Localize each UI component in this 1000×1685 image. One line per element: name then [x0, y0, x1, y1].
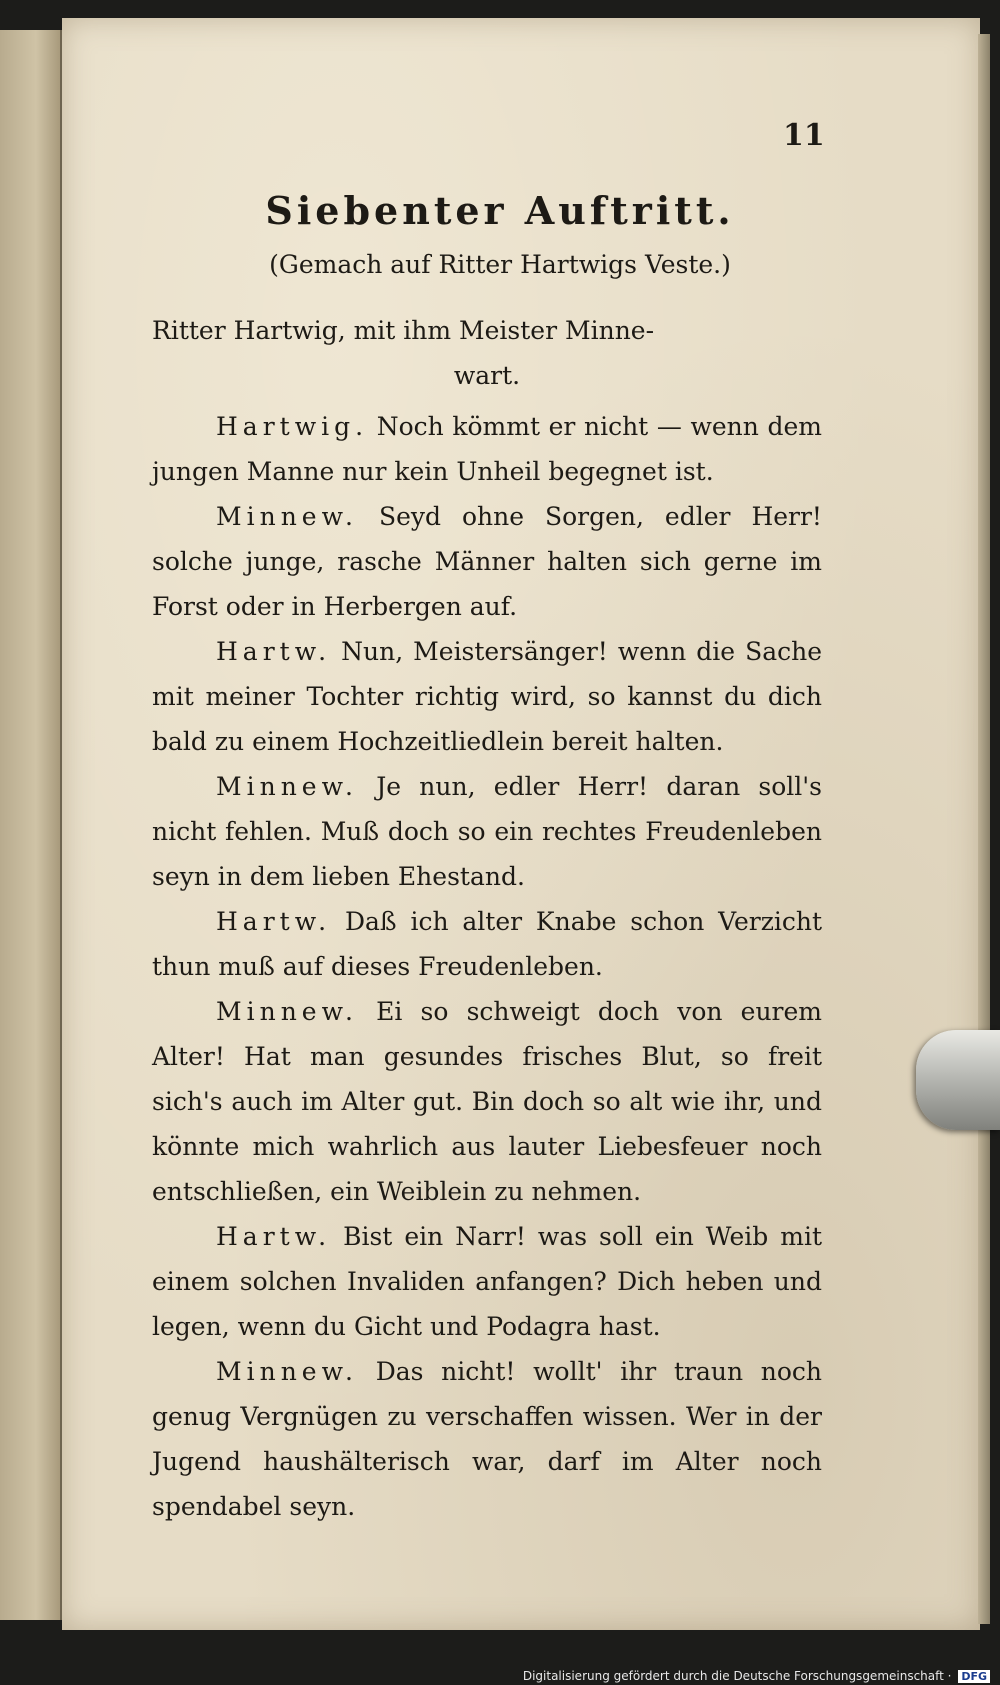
dialogue-entry — [152, 1214, 822, 1349]
speaker-name: Hartwig. — [216, 412, 369, 441]
dialogue-entry — [152, 494, 822, 629]
speech-text: Nun, Meistersänger! wenn die Sache mit meiner Tochter richtig wird, so kannst du dich bald zu einem Hochzeitliedlein bereit halten. — [152, 637, 822, 756]
speech-text: Das nicht! wollt' ihr traun noch genug Vergnügen zu verschaffen wissen. Wer in der Jugend haushälterisch war, darf im Alter noch spendabel seyn. — [152, 1357, 822, 1521]
dfg-logo: DFG — [958, 1670, 990, 1683]
speaker-name: Minnew. — [216, 1357, 358, 1386]
dialogue-entry — [152, 1349, 822, 1529]
speech-text: Je nun, edler Herr! daran soll's nicht fehlen. Muß doch so ein rechtes Freudenleben seyn in dem lieben Ehestand. — [152, 772, 823, 891]
credit-text: Digitalisierung gefördert durch die Deutsche Forschungsgemeinschaft — [522, 1669, 944, 1683]
speech-text: Bist ein Narr! was soll ein Weib mit einem solchen Invaliden anfangen? Dich heben und legen, wenn du Gicht und Podagra hast. — [152, 1222, 822, 1341]
cast-line-continued: wart. — [453, 361, 521, 390]
speaker-name: Hartw. — [216, 907, 332, 936]
digitization-credit: Digitalisierung gefördert durch die Deutsche Forschungsgemeinschaft · DFG — [523, 1669, 990, 1683]
speaker-name: Hartw. — [216, 637, 332, 666]
speech-text: Ei so schweigt doch von eurem Alter! Hat man gesundes frisches Blut, so freit sich's auch im Alter gut. Bin doch so alt wie ihr, und könnte mich wahrlich aus lauter Liebesfeuer noch entschließen, ein Weiblein zu nehmen. — [152, 997, 822, 1206]
text-block — [152, 308, 822, 1529]
dialogue-entry — [152, 629, 822, 764]
dialogue-entry — [152, 404, 822, 494]
stage-direction: (Gemach auf Ritter Hartwigs Veste.) — [269, 250, 731, 279]
speech-text: Seyd ohne Sorgen, edler Herr! solche junge, rasche Männer halten sich gerne im Forst oder in Herbergen auf. — [152, 502, 822, 621]
speech-text: Daß ich alter Knabe schon Verzicht thun muß auf dieses Freudenleben. — [152, 907, 823, 981]
scene-title: Siebenter Auftritt. — [265, 188, 735, 233]
speaker-name: Hartw. — [216, 1222, 332, 1251]
speaker-name: Minnew. — [216, 502, 358, 531]
dialogue-entry — [152, 899, 822, 989]
dialogue-entry — [152, 989, 822, 1214]
speaker-name: Minnew. — [216, 772, 358, 801]
speaker-name: Minnew. — [216, 997, 358, 1026]
speech-text: Noch kömmt er nicht — wenn dem jungen Manne nur kein Unheil begegnet ist. — [152, 412, 822, 486]
page-number: 11 — [783, 118, 825, 153]
cast-line: Ritter Hartwig, mit ihm Meister Minne- — [152, 316, 655, 345]
book-clamp — [916, 1030, 1000, 1130]
dialogue-entry — [152, 764, 822, 899]
